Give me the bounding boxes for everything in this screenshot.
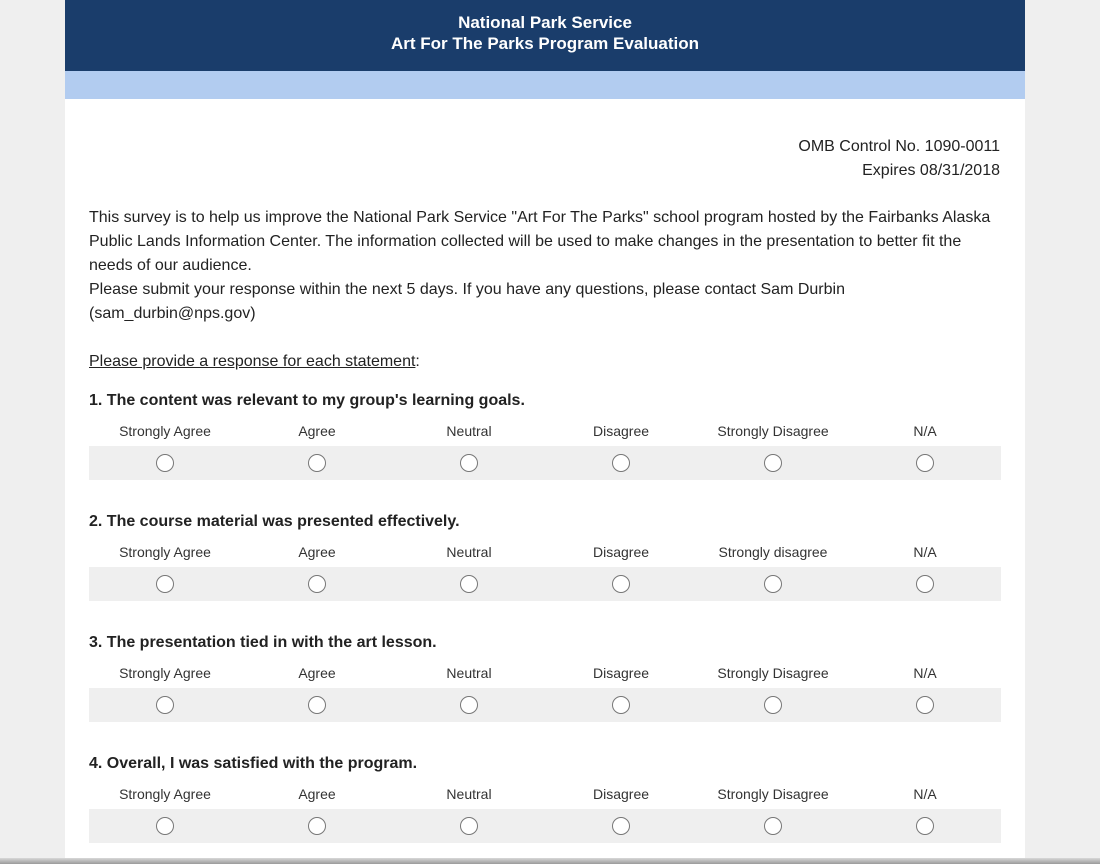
radio-strongly-disagree[interactable] (764, 696, 782, 714)
option-label: Strongly Disagree (717, 665, 829, 681)
header-subbar (65, 71, 1025, 99)
contact-paragraph: Please submit your response within the next 5 days. If you have any questions, please contact Sam Durbin (sam_durbin@nps.gov) (89, 281, 845, 322)
option-label: Disagree (592, 544, 650, 560)
intro-text (89, 206, 1001, 326)
header-title: Art For The Parks Program Evaluation (391, 34, 699, 53)
option-label: Strongly Agree (119, 665, 211, 681)
question-4 (89, 754, 1001, 843)
option-label: Agree (298, 665, 336, 681)
question-title: 4. Overall, I was satisfied with the program. (89, 755, 418, 772)
question-1 (89, 391, 1001, 480)
option-label: Neutral (446, 665, 492, 681)
radio-na[interactable] (916, 454, 934, 472)
question-title: 1. The content was relevant to my group's learning goals. (89, 392, 525, 409)
radio-strongly-agree[interactable] (156, 817, 174, 835)
radio-row (89, 446, 1001, 480)
option-label: Strongly Disagree (717, 423, 829, 439)
option-label: Strongly Agree (119, 423, 211, 439)
radio-row (89, 567, 1001, 601)
radio-disagree[interactable] (612, 696, 630, 714)
question-title: 2. The course material was presented effectively. (89, 513, 460, 530)
question-3 (89, 633, 1001, 722)
option-label: Neutral (446, 544, 492, 560)
option-label: N/A (913, 786, 937, 802)
option-label: N/A (913, 665, 937, 681)
option-label: N/A (913, 423, 937, 439)
radio-neutral[interactable] (460, 575, 478, 593)
radio-neutral[interactable] (460, 454, 478, 472)
option-label: Strongly Agree (119, 544, 211, 560)
scale-labels (89, 785, 1001, 803)
header-agency: National Park Service (458, 13, 632, 32)
radio-neutral[interactable] (460, 817, 478, 835)
radio-disagree[interactable] (612, 454, 630, 472)
question-title: 3. The presentation tied in with the art lesson. (89, 634, 437, 651)
option-label: Agree (298, 423, 336, 439)
radio-agree[interactable] (308, 575, 326, 593)
option-label: Neutral (446, 423, 492, 439)
radio-agree[interactable] (308, 817, 326, 835)
scale-labels (89, 664, 1001, 682)
radio-strongly-disagree[interactable] (764, 575, 782, 593)
radio-agree[interactable] (308, 696, 326, 714)
option-label: Disagree (592, 423, 650, 439)
instruction (89, 350, 420, 374)
omb-info (798, 135, 1000, 183)
survey-page (65, 0, 1025, 864)
omb-control-number: OMB Control No. 1090-0011 (798, 138, 1000, 155)
radio-na[interactable] (916, 817, 934, 835)
radio-strongly-disagree[interactable] (764, 817, 782, 835)
instruction-text: Please provide a response for each statement (89, 353, 416, 370)
radio-disagree[interactable] (612, 575, 630, 593)
option-label: Neutral (446, 786, 492, 802)
question-2 (89, 512, 1001, 601)
radio-strongly-disagree[interactable] (764, 454, 782, 472)
window-bottom-edge (0, 858, 1100, 864)
option-label: N/A (913, 544, 937, 560)
radio-na[interactable] (916, 575, 934, 593)
intro-paragraph: This survey is to help us improve the National Park Service "Art For The Parks" school program hosted by the Fairbanks Alaska Public Lands Information Center. The information collected will be used to make changes in the presentation to better fit the needs of our audience. (89, 209, 991, 274)
page-header (65, 0, 1025, 71)
radio-strongly-agree[interactable] (156, 454, 174, 472)
radio-row (89, 688, 1001, 722)
radio-agree[interactable] (308, 454, 326, 472)
radio-disagree[interactable] (612, 817, 630, 835)
scale-labels (89, 422, 1001, 440)
radio-row (89, 809, 1001, 843)
radio-na[interactable] (916, 696, 934, 714)
instruction-colon: : (415, 353, 420, 370)
option-label: Strongly Agree (119, 786, 211, 802)
option-label: Strongly Disagree (717, 786, 829, 802)
option-label: Disagree (592, 786, 650, 802)
option-label: Agree (298, 544, 336, 560)
scale-labels (89, 543, 1001, 561)
radio-neutral[interactable] (460, 696, 478, 714)
radio-strongly-agree[interactable] (156, 575, 174, 593)
radio-strongly-agree[interactable] (156, 696, 174, 714)
option-label: Agree (298, 786, 336, 802)
option-label: Disagree (592, 665, 650, 681)
omb-expiration: Expires 08/31/2018 (862, 162, 1000, 179)
option-label: Strongly disagree (718, 544, 828, 560)
